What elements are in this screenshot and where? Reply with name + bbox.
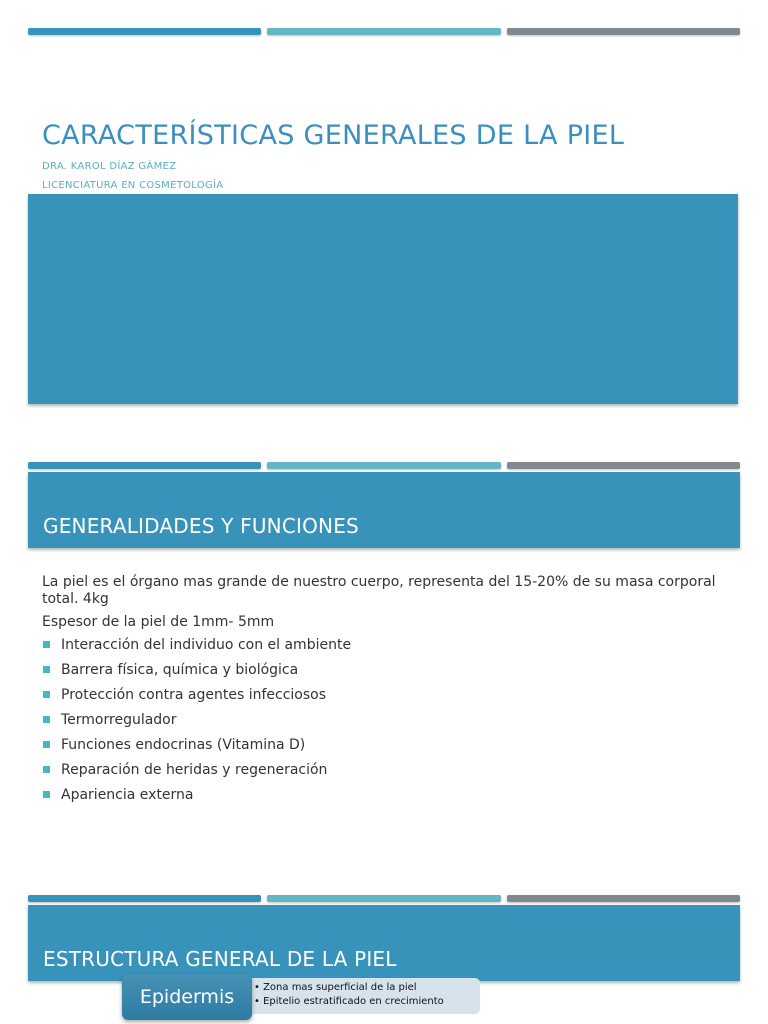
slide1-accent-bars xyxy=(28,28,740,36)
square-bullet-icon xyxy=(43,666,50,673)
epidermis-detail-line: • Zona mas superficial de la piel xyxy=(254,982,417,993)
square-bullet-icon xyxy=(43,716,50,723)
list-item: Reparación de heridas y regeneración xyxy=(42,762,722,787)
slide2-header-band xyxy=(28,472,740,548)
slide2-accent-bars xyxy=(28,462,740,470)
list-item: Termorregulador xyxy=(42,712,722,737)
square-bullet-icon xyxy=(43,691,50,698)
list-item: Protección contra agentes infecciosos xyxy=(42,687,722,712)
accent-bar-dark xyxy=(28,462,261,469)
slide2-title: GENERALIDADES Y FUNCIONES xyxy=(43,514,359,538)
epidermis-detail-line: • Epitelio estratificado en crecimiento xyxy=(254,996,444,1007)
accent-bar-light xyxy=(267,895,500,902)
slide2-content xyxy=(42,574,722,812)
list-item: Funciones endocrinas (Vitamina D) xyxy=(42,737,722,762)
slide1-subtitle-author: DRA. KAROL DÍAZ GÁMEZ xyxy=(42,161,177,172)
slide3-header-band xyxy=(28,905,740,981)
slide1-subtitle-program: LICENCIATURA EN COSMETOLOGÍA xyxy=(42,180,224,191)
slide3-accent-bars xyxy=(28,895,740,903)
epidermis-detail-box xyxy=(226,978,480,1014)
functions-list xyxy=(42,637,722,812)
accent-bar-gray xyxy=(507,462,740,469)
square-bullet-icon xyxy=(43,791,50,798)
accent-bar-dark xyxy=(28,28,261,35)
square-bullet-icon xyxy=(43,741,50,748)
accent-bar-light xyxy=(267,462,500,469)
epidermis-node: Epidermis xyxy=(122,974,252,1020)
list-item: Barrera física, química y biológica xyxy=(42,662,722,687)
accent-bar-gray xyxy=(507,28,740,35)
slide1-image-placeholder xyxy=(28,194,738,404)
accent-bar-light xyxy=(267,28,500,35)
list-item: Interacción del individuo con el ambiente xyxy=(42,637,722,662)
intro-paragraph: La piel es el órgano mas grande de nuestro cuerpo, representa del 15-20% de su masa corporal total. 4kg xyxy=(42,574,716,607)
accent-bar-gray xyxy=(507,895,740,902)
slide3-title: ESTRUCTURA GENERAL DE LA PIEL xyxy=(43,947,397,971)
thickness-paragraph: Espesor de la piel de 1mm- 5mm xyxy=(42,614,275,630)
accent-bar-dark xyxy=(28,895,261,902)
list-item: Apariencia externa xyxy=(42,787,722,812)
square-bullet-icon xyxy=(43,766,50,773)
slide1-title: CARACTERÍSTICAS GENERALES DE LA PIEL xyxy=(42,120,625,151)
square-bullet-icon xyxy=(43,641,50,648)
